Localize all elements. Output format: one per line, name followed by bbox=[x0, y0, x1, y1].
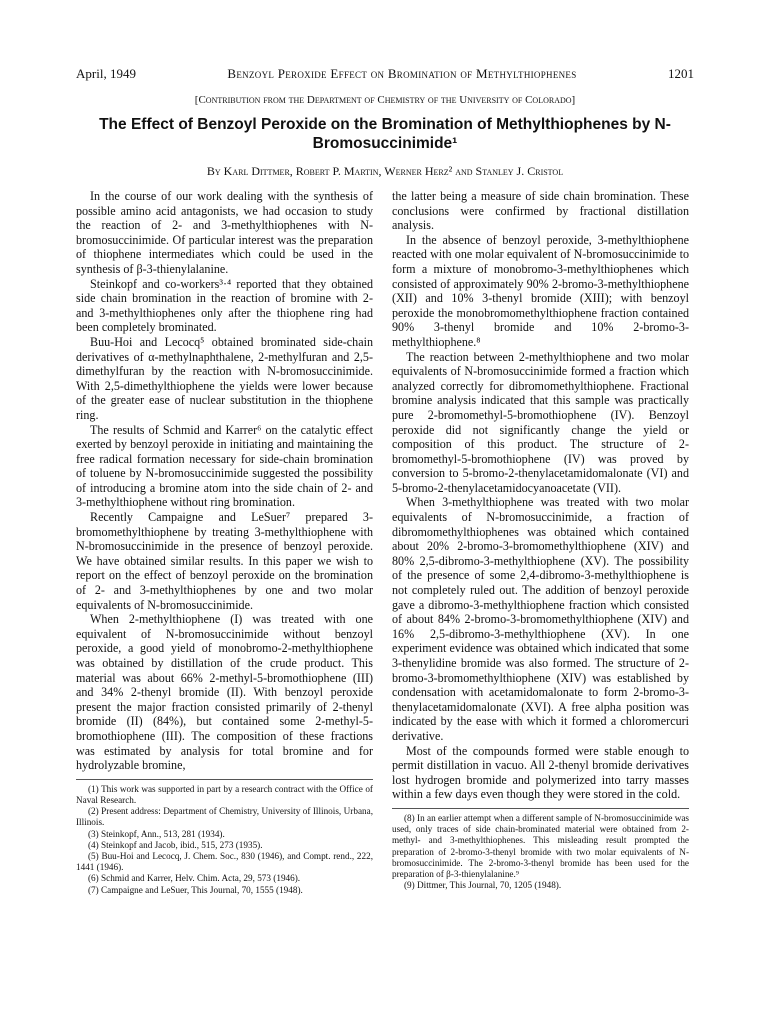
footnote: (2) Present address: Department of Chemistry, University of Illinois, Urbana, Illinois. bbox=[76, 806, 373, 828]
paragraph-2-methylthiophene: When 2-methylthiophene (I) was treated with one equivalent of N-bromosuccinimide without benzoyl peroxide, a good yield of monobromo-2-methylthiophene was obtained by distillation of the crude product. This material was about 66% 2-methyl-5-bromothiophene (III) and 34% 2-thenyl bromide (II). With benzoyl peroxide present the major fraction consisted primarily of 2-thenyl bromide (II) (84%), but contained some 2-methyl-5-bromothiophene (III). The composition of these fractions was estimated by analysis for total bromine and for hydrolyzable bromine, bbox=[76, 612, 373, 773]
running-head bbox=[76, 66, 694, 84]
left-column bbox=[76, 189, 373, 896]
paragraph-intro: In the course of our work dealing with the synthesis of possible amino acid antagonists, we had occasion to study the reaction of 2- and 3-methylthiophenes with N-bromosuccinimide. Of particular interest was the preparation of thiophene intermediates which could be used in the synthesis of β-3-thienylalanine. bbox=[76, 189, 373, 276]
footnote-rule bbox=[76, 779, 373, 780]
paragraph-buu-hoi: Buu-Hoi and Lecocq⁵ obtained brominated side-chain derivatives of α-methylnaphthalene, 2-methylfuran and 2,5-dimethylfuran by the reaction with N-bromosuccinimide. With 2,5-dimethylthiophene the yields were lower because of the greater ease of nuclear substitution in the thiophene ring. bbox=[76, 334, 373, 422]
article-title: The Effect of Benzoyl Peroxide on the Bromination of Methylthiophenes by N-Bromosuccinimide¹ bbox=[99, 116, 671, 152]
paragraph-schmid-karrer: The results of Schmid and Karrer⁶ on the catalytic effect exerted by benzoyl peroxide in initiating and maintaining the free radical formation necessary for side-chain bromination of toluene by N-bromosuccinimide suggested the possibility of introducing a bromine atom into the side chain of 2- and 3-methylthiophene without ring bromination. bbox=[76, 422, 373, 510]
paragraph-two-equivalents: The reaction between 2-methylthiophene and two molar equivalents of N-bromosuccinimide formed a fraction which analyzed correctly for dibromomethylthiophene. Fractional bromine analysis indicated that this sample was practically pure 2-bromomethyl-5-bromothiophene (IV). Benzoyl peroxide did not significantly change the yield or composition of this product. The structure of 2-bromomethyl-5-bromothiophene (IV) was proved by conversion to 5-bromo-2-thenylacetamidomalonate (VI) and 5-bromo-2-thenylacetamidocyanoacetate (VII). bbox=[392, 349, 689, 495]
footnote: (4) Steinkopf and Jacob, ibid., 515, 273 (1935). bbox=[88, 839, 263, 850]
running-title: Benzoyl Peroxide Effect on Bromination of Methylthiophenes bbox=[227, 66, 577, 81]
paragraph-campaigne: Recently Campaigne and LeSuer⁷ prepared 3-bromomethylthiophene by treating 3-methylthiophene with N-bromosuccinimide in the presence of benzoyl peroxide. We have obtained similar results. In this paper we wish to report on the effect of benzoyl peroxide on the bromination of 2- and 3-methylthiophenes by one and two molar equivalents of N-bromosuccinimide. bbox=[76, 510, 373, 612]
footnote: (5) Buu-Hoi and Lecocq, J. Chem. Soc., 830 (1946), and Compt. rend., 222, 1441 (1946). bbox=[76, 850, 373, 873]
paragraph-continued: the latter being a measure of side chain bromination. These conclusions were confirmed by fractional distillation analysis. bbox=[392, 189, 689, 233]
page-number: 1201 bbox=[668, 66, 694, 81]
contribution-line: [Contribution from the Department of Chemistry of the University of Colorado] bbox=[194, 94, 576, 106]
paragraph-steinkopf: Steinkopf and co-workers³·⁴ reported that they obtained side chain bromination in the reaction of bromine with 2- and 3-methylthiophenes only after the thiophene ring had been completely brominated. bbox=[76, 276, 373, 335]
paragraph-stability: Most of the compounds formed were stable enough to permit distillation in vacuo. All 2-thenyl bromide derivatives lost hydrogen bromide and polymerized into tarry masses within a few days even though they were stored in the cold. bbox=[392, 743, 689, 802]
footnote: (9) Dittmer, This Journal, 70, 1205 (1948). bbox=[404, 880, 562, 891]
paragraph-dibromo: When 3-methylthiophene was treated with two molar equivalents of N-bromosuccinimide, a fraction of dibromomethylthiophenes was obtained which contained about 20% 2-bromo-3-bromomethylthiophene (XIV) and 80% 2,5-dibromo-3-methylthiophene (XV). The possibility of the presence of some 2,4-dibromo-3-methylthiophene is not completely ruled out. The addition of benzoyl peroxide gave a dibromo-3-methylthiophene fraction which consisted of about 84% 2-bromo-3-bromomethylthiophene (XIV) and 16% 2,5-dibromo-3-methylthiophene (XV). In one experiment evidence was obtained which indicated that some 3-thenylidine bromide was also formed. The structure of 2-bromo-3-bromomethylthiophene (XIV) was established by condensation with acetamidomalonate to form 2-bromo-3-thenylacetamidomalonate (XVI). A free alpha position was indicated by the ease with which it formed a chloromercuri derivative. bbox=[392, 495, 689, 743]
footnote: (6) Schmid and Karrer, Helv. Chim. Acta, 29, 573 (1946). bbox=[88, 873, 301, 884]
author-line: By Karl Dittmer, Robert P. Martin, Werner Herz² and Stanley J. Cristol bbox=[206, 164, 564, 178]
footnote: (7) Campaigne and LeSuer, This Journal, 70, 1555 (1948). bbox=[88, 884, 303, 895]
footnotes-left bbox=[76, 784, 373, 896]
paragraph-3-methylthiophene: In the absence of benzoyl peroxide, 3-methylthiophene reacted with one molar equivalent of N-bromosuccinimide to form a mixture of monobromo-3-methylthiophenes which consisted of approximately 90% 2-bromo-3-methylthiophene (XII) and 10% 3-thenyl bromide (XIII); with benzoyl peroxide the monobromomethylthiophene fraction contained 90% 3-thenyl bromide and 10% 2-bromo-3-methylthiophene.⁸ bbox=[392, 232, 689, 349]
footnote: (1) This work was supported in part by a research contract with the Office of Naval Research. bbox=[76, 783, 373, 805]
issue-date: April, 1949 bbox=[76, 66, 136, 81]
right-column bbox=[392, 189, 689, 891]
footnote: (3) Steinkopf, Ann., 513, 281 (1934). bbox=[88, 828, 225, 839]
footnotes-right bbox=[392, 813, 689, 891]
footnote-rule bbox=[392, 808, 689, 809]
footnote: (8) In an earlier attempt when a different sample of N-bromosuccinimide was used, only traces of side chain-brominated material were obtained from 2-methyl- and 3-methylthiophenes. This misleading result prompted the preparation of 2-bromo-3-thenyl bromide with two molar equivalents of N-bromosuccinimide. The 2-bromo-3-thenyl bromide has been used for the preparation of β-3-thienylalanine.⁹ bbox=[392, 812, 689, 879]
